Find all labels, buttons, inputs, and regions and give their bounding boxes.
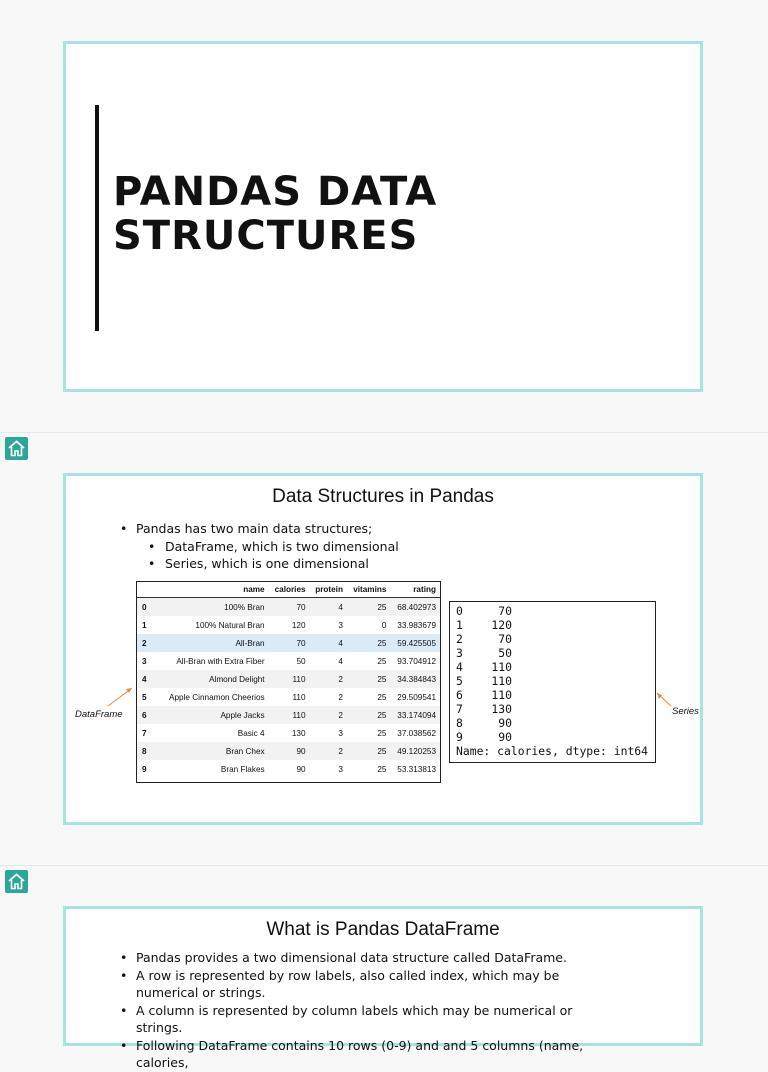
page-separator xyxy=(0,432,768,433)
table-cell: 90 xyxy=(296,764,306,774)
table-cell: 9 xyxy=(142,764,147,774)
series-line xyxy=(456,660,655,674)
table-cell: 2 xyxy=(310,706,347,724)
table-row xyxy=(137,760,440,778)
table-cell: 4 xyxy=(338,656,343,666)
table-row xyxy=(137,598,440,617)
table-cell: 33.174094 xyxy=(390,706,440,724)
table-cell: 33.983679 xyxy=(397,620,436,630)
series-index: 6 xyxy=(456,688,463,702)
bullet-list xyxy=(114,520,674,573)
table-cell: 110 xyxy=(269,706,310,724)
table-cell: 25 xyxy=(377,728,387,738)
table-cell: Apple Jacks xyxy=(156,706,269,724)
table-cell: 2 xyxy=(338,692,343,702)
table-row xyxy=(137,616,440,634)
table-cell: 93.704912 xyxy=(397,656,436,666)
series-value: 70 xyxy=(498,604,512,618)
table-cell: 3 xyxy=(338,620,343,630)
series-line xyxy=(456,604,655,618)
table-cell: 3 xyxy=(338,764,343,774)
table-cell: 3 xyxy=(142,656,147,666)
table-cell: 5 xyxy=(142,692,147,702)
table-row xyxy=(137,652,440,670)
table-cell: 25 xyxy=(377,692,387,702)
series-line xyxy=(456,674,655,688)
dataframe-intro-slide xyxy=(63,906,703,1070)
series-index: 8 xyxy=(456,716,463,730)
table-cell: Apple Cinnamon Cheerios xyxy=(169,692,265,702)
sub-bullet-item: • DataFrame, which is two dimensional xyxy=(114,538,674,556)
table-cell: 25 xyxy=(377,656,387,666)
bullet-item: • Pandas has two main data structures; xyxy=(114,520,674,538)
series-line xyxy=(456,646,655,660)
table-cell: 25 xyxy=(377,764,387,774)
series-value: 90 xyxy=(498,716,512,730)
dataframe-table xyxy=(136,581,441,783)
table-cell: 110 xyxy=(292,692,306,702)
series-index: 2 xyxy=(456,632,463,646)
series-label: Series xyxy=(672,706,699,717)
title-slide xyxy=(63,41,703,392)
table-cell: Basic 4 xyxy=(237,728,265,738)
table-cell: 100% Bran xyxy=(156,598,269,617)
table-cell: 25 xyxy=(347,598,390,617)
series-output xyxy=(449,601,656,763)
table-cell: 1 xyxy=(142,620,147,630)
table-cell: 120 xyxy=(291,620,306,630)
table-cell: 53.313813 xyxy=(397,764,436,774)
series-line xyxy=(456,618,655,632)
table-cell: 37.038562 xyxy=(397,728,436,738)
table-cell: 49.120253 xyxy=(390,742,440,760)
table-cell: 59.425505 xyxy=(390,634,440,652)
table-cell: 68.402973 xyxy=(390,598,440,617)
series-index: 5 xyxy=(456,674,463,688)
table-cell: 130 xyxy=(291,728,306,738)
bullet-item: • Following DataFrame contains 10 rows (0-9) and and 5 columns (name, calories, xyxy=(114,1037,614,1072)
series-index: 4 xyxy=(456,660,463,674)
series-line xyxy=(456,730,655,744)
table-cell: 110 xyxy=(269,670,310,688)
table-cell: 4 xyxy=(310,598,347,617)
table-cell: 70 xyxy=(269,598,310,617)
dataframe-label: DataFrame xyxy=(75,709,123,720)
table-cell: 50 xyxy=(296,656,306,666)
home-icon[interactable] xyxy=(5,437,28,460)
table-row xyxy=(137,670,440,688)
bullet-list xyxy=(114,949,614,1072)
table-cell: All-Bran xyxy=(156,634,269,652)
data-structures-slide xyxy=(63,473,703,825)
series-line xyxy=(456,632,655,646)
table-header-row xyxy=(137,582,440,598)
table-cell: 0 xyxy=(137,598,156,617)
slide-title: PANDAS DATA STRUCTURES xyxy=(113,169,438,259)
sub-bullet-item: • Series, which is one dimensional xyxy=(114,555,674,573)
table-cell: 7 xyxy=(142,728,147,738)
series-index: 3 xyxy=(456,646,463,660)
table-cell: 100% Natural Bran xyxy=(195,620,265,630)
table-cell: 25 xyxy=(347,742,390,760)
column-header: rating xyxy=(390,582,440,598)
series-index: 0 xyxy=(456,604,463,618)
series-index: 1 xyxy=(456,618,463,632)
series-value: 130 xyxy=(491,702,512,716)
table-cell: 2 xyxy=(310,742,347,760)
table-cell: 34.384843 xyxy=(390,670,440,688)
table-cell: 25 xyxy=(347,670,390,688)
series-value: 50 xyxy=(498,646,512,660)
table-cell: 4 xyxy=(310,634,347,652)
series-footer: Name: calories, dtype: int64 xyxy=(456,744,649,758)
column-header: name xyxy=(156,582,269,598)
series-index: 7 xyxy=(456,702,463,716)
slide-heading: Data Structures in Pandas xyxy=(272,486,494,507)
table-row xyxy=(137,706,440,724)
table-cell: 4 xyxy=(137,670,156,688)
series-value: 110 xyxy=(491,674,512,688)
column-header: vitamins xyxy=(347,582,390,598)
series-line xyxy=(456,702,655,716)
table-cell: 8 xyxy=(137,742,156,760)
page-separator xyxy=(0,865,768,866)
table-row xyxy=(137,724,440,742)
table-cell: 25 xyxy=(347,706,390,724)
table-cell: 25 xyxy=(347,634,390,652)
table-cell: Bran Chex xyxy=(156,742,269,760)
table-cell: 0 xyxy=(381,620,387,630)
bullet-item: • Pandas provides a two dimensional data structure called DataFrame. xyxy=(114,949,614,967)
series-value: 90 xyxy=(498,730,512,744)
table-cell: 6 xyxy=(137,706,156,724)
table-cell: 2 xyxy=(137,634,156,652)
table-cell: All-Bran with Extra Fiber xyxy=(176,656,265,666)
series-value: 70 xyxy=(498,632,512,646)
series-value: 110 xyxy=(491,660,512,674)
table-row xyxy=(137,742,440,760)
table-cell: 90 xyxy=(269,742,310,760)
series-value: 110 xyxy=(491,688,512,702)
home-icon[interactable] xyxy=(5,870,28,893)
series-index: 9 xyxy=(456,730,463,744)
table-cell: Bran Flakes xyxy=(220,764,265,774)
table-cell: 29.509541 xyxy=(397,692,436,702)
series-line xyxy=(456,688,655,702)
series-line xyxy=(456,716,655,730)
bullet-item: • A column is represented by column labels which may be numerical or strings. xyxy=(114,1002,614,1037)
series-value: 120 xyxy=(491,618,512,632)
bullet-item: • A row is represented by row labels, also called index, which may be numerical or strings. xyxy=(114,967,614,1002)
table-row xyxy=(137,688,440,706)
column-header: calories xyxy=(269,582,310,598)
slide-heading: What is Pandas DataFrame xyxy=(266,919,500,940)
table-cell: 3 xyxy=(338,728,343,738)
table-cell: 2 xyxy=(310,670,347,688)
table-cell: Almond Delight xyxy=(156,670,269,688)
table-cell: 70 xyxy=(269,634,310,652)
column-header xyxy=(137,582,156,598)
table-row xyxy=(137,634,440,652)
title-accent-bar xyxy=(95,105,99,331)
column-header: protein xyxy=(310,582,347,598)
